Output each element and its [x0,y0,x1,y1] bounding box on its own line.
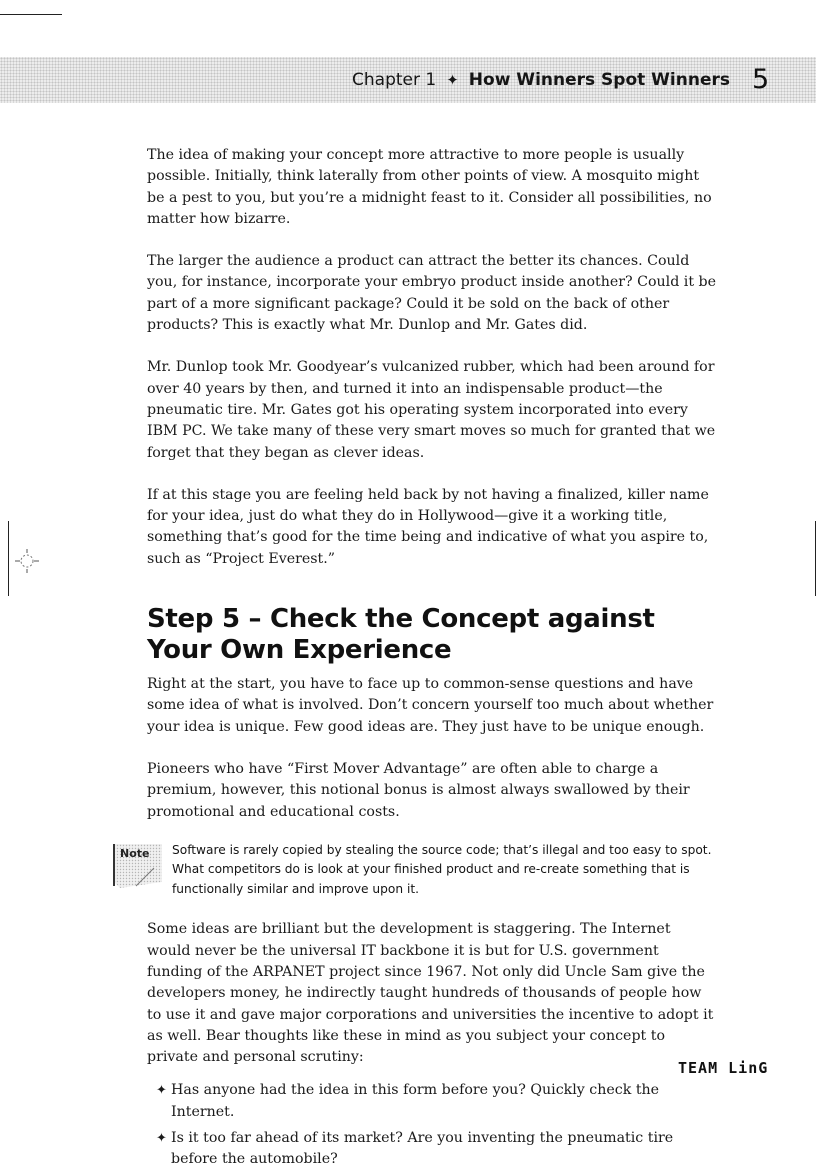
registration-mark-icon [15,549,39,573]
page-number: 5 [752,64,770,95]
body-paragraph: The idea of making your concept more attractive to more people is usually possible. Initially, think laterally from other points of view. A mosquito might be a pest to you, but you’re a midnight feast to it. Consider all possibilities, no matter how bizarre. [147,147,712,227]
chapter-title: How Winners Spot Winners [468,70,730,90]
crop-mark-top [0,14,62,15]
chapter-label: Chapter 1 [352,70,437,90]
bullet-list [147,1080,717,1170]
body-paragraph: Mr. Dunlop took Mr. Goodyear’s vulcanized rubber, which had been around for over 40 years by then, and turned it into an indispensable product—the pneumatic tire. Mr. Gates got his operating system incorporated into every IBM PC. We take many of these very smart moves so much for granted that we forget that they began as clever ideas. [147,359,716,461]
body-paragraph: If at this stage you are feeling held back by not having a finalized, killer name for your idea, just do what they do in Hollywood—give it a working title, something that’s good for the time being and indicative of what you aspire to, such as “Project Everest.” [147,486,709,567]
note-icon-label: Note [120,846,150,860]
note-icon [110,838,166,890]
bullet-text: Has anyone had the idea in this form before you? Quickly check the Internet. [171,1082,660,1120]
running-header [0,57,730,103]
note-text: Software is rarely copied by stealing the source code; that’s illegal and too easy to spot. What competitors do is look at your finished product and re-create something that is functionally similar and improve upon it. [172,842,712,896]
bullet-item [156,1128,717,1171]
page-body [120,145,717,1176]
margin-rule-left [8,521,9,596]
body-paragraph: Pioneers who have “First Mover Advantage” are often able to charge a premium, however, this notional bonus is almost always swallowed by their promotional and educational costs. [147,760,690,820]
section-heading-line-1: Step 5 – Check the Concept against [147,604,655,635]
note-callout [120,841,717,900]
bullet-diamond-icon: ✦ [156,1083,167,1099]
body-paragraph: The larger the audience a product can attract the better its chances. Could you, for instance, incorporate your embryo product inside another? Could it be part of a more significant package? Could it be sold on the back of other products? This is exactly what Mr. Dunlop and Mr. Gates did. [147,253,717,334]
body-paragraph: Right at the start, you have to face up to common-sense questions and have some idea of what is involved. Don’t concern yourself too much about whether your idea is unique. Few good ideas are. They just have to be unique enough. [147,676,714,735]
body-paragraph: Some ideas are brilliant but the development is staggering. The Internet would never be the universal IT backbone it is but for U.S. government funding of the ARPANET project since 1967. Not only did Uncle Sam give the developers money, he indirectly taught hundreds of thousands of people how to use it and gave major corporations and universities the incentive to adopt it as well. Bear thoughts like these in mind as you subject your concept to private and personal scrutiny: [147,921,714,1066]
section-heading-line-2: Your Own Experience [147,635,452,666]
separator-glyph: ✦ [446,71,459,89]
bullet-item [156,1080,717,1123]
bullet-diamond-icon: ✦ [156,1131,167,1146]
team-ling-watermark: TEAM LinG [678,1059,769,1077]
section-heading [147,604,717,666]
bullet-text: Is it too far ahead of its market? Are you inventing the pneumatic tire before the automobile? [171,1130,674,1168]
